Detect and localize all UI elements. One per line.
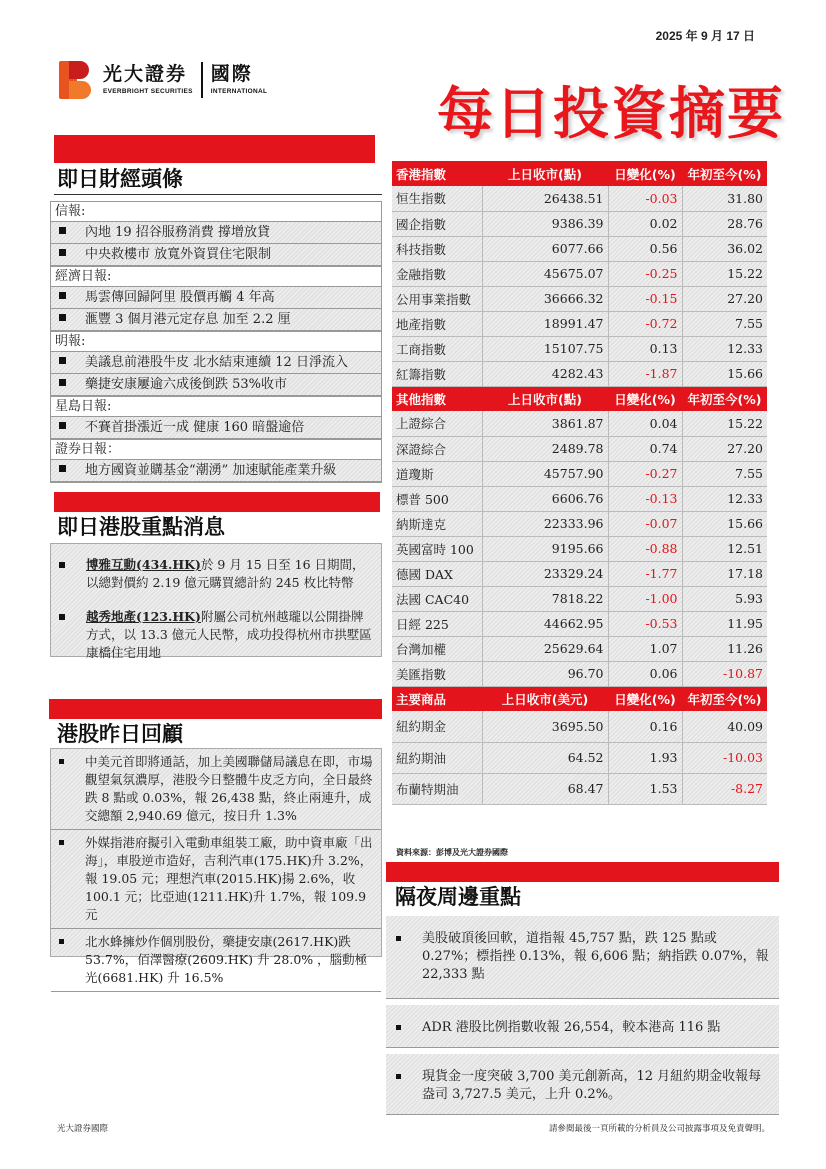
section-red-bar [49, 699, 382, 719]
bullet-square-icon [59, 465, 66, 472]
table-header-cell: 年初至今(%) [682, 161, 767, 186]
logo-intl-en: INTERNATIONAL [210, 88, 268, 95]
headline-item [51, 417, 381, 439]
table-cell: 0.74 [608, 436, 682, 461]
table-cell: -0.03 [608, 186, 682, 211]
company-logo [55, 57, 267, 103]
headline-item [51, 374, 381, 396]
table-cell: -10.03 [682, 742, 767, 773]
index-name: 國企指數 [392, 211, 482, 236]
table-row [392, 773, 767, 804]
headline-text: 內地 19 招谷服務消費 撐增放貸 [85, 225, 270, 240]
table-cell: -0.88 [608, 536, 682, 561]
overnight-item [386, 916, 779, 999]
table-cell: 7.55 [682, 461, 767, 486]
headline-source: 證券日報： [51, 439, 381, 460]
footer-company: 光大證券國際 [57, 1124, 109, 1134]
table-header-cell: 香港指數 [392, 161, 482, 186]
review-text: 外媒指港府擬引入電動車組裝工廠，助中資車廠「出海」，車股逆市造好，吉利汽車(175.HK)升 3.2%，報 19.05 元；理想汽車(2015.HK)揚 2.6%，收 100.1 元；比亞迪(1211.HK)升 1.7%，報 109.9 元 [85, 835, 373, 922]
bullet-square-icon [396, 1074, 401, 1079]
headline-text: 中央救樓市 放寬外資買住宅限制 [85, 247, 272, 262]
table-row [392, 286, 767, 311]
headline-text: 美議息前港股牛皮 北水結束連續 12 日淨流入 [85, 355, 348, 370]
index-name: 美匯指數 [392, 661, 482, 686]
hk-review-item [51, 929, 381, 992]
index-name: 日經 225 [392, 611, 482, 636]
hk-review-item [51, 830, 381, 929]
bullet-square-icon [59, 614, 65, 620]
index-name: 紐約期金 [392, 711, 482, 742]
review-text: 北水蜂擁炒作個別股份，藥捷安康(2617.HK)跌 53.7%，佰澤醫療(2609.HK) 升 28.0% ，腦動極光(6681.HK) 升 16.5% [85, 934, 368, 985]
overnight-text: 現貨金一度突破 3,700 美元創新高，12 月紐約期金收報每盎司 3,727.5 美元，上升 0.2%。 [422, 1069, 762, 1102]
bullet-square-icon [396, 936, 401, 941]
headline-item [51, 352, 381, 374]
table-cell: 23329.24 [482, 561, 608, 586]
logo-cn: 光大證券 [103, 64, 188, 85]
index-name: 德國 DAX [392, 561, 482, 586]
index-name: 台灣加權 [392, 636, 482, 661]
hk-review-item [51, 749, 381, 830]
table-cell: 15107.75 [482, 336, 608, 361]
table-cell: 6077.66 [482, 236, 608, 261]
table-cell: -0.15 [608, 286, 682, 311]
table-row [392, 261, 767, 286]
table-cell: 27.20 [682, 436, 767, 461]
logo-intl-cn: 國際 [210, 64, 253, 85]
table-header-cell: 日變化(%) [608, 386, 682, 411]
table-cell: 9386.39 [482, 211, 608, 236]
table-cell: 5.93 [682, 586, 767, 611]
headline-item [51, 244, 381, 266]
table-cell: 15.66 [682, 361, 767, 386]
report-date: 2025 年 9 月 17 日 [655, 29, 755, 43]
index-name: 道瓊斯 [392, 461, 482, 486]
headline-item [51, 460, 381, 482]
index-name: 布蘭特期油 [392, 773, 482, 804]
section-red-bar [54, 135, 375, 163]
table-header-row [392, 386, 767, 411]
table-cell: -1.77 [608, 561, 682, 586]
logo-en: EVERBRIGHT SECURITIES [103, 88, 193, 95]
table-cell: -0.07 [608, 511, 682, 536]
index-name: 法國 CAC40 [392, 586, 482, 611]
table-row [392, 742, 767, 773]
table-cell: 11.26 [682, 636, 767, 661]
table-row [392, 636, 767, 661]
table-cell: 3861.87 [482, 411, 608, 436]
table-cell: 31.80 [682, 186, 767, 211]
table-cell: 15.66 [682, 511, 767, 536]
bullet-square-icon [59, 939, 64, 944]
headlines-box [50, 201, 382, 483]
table-header-cell: 日變化(%) [608, 686, 682, 711]
table-header-cell: 主要商品 [392, 686, 482, 711]
footer-disclaimer: 請參閱最後一頁所載的分析員及公司披露事項及免責聲明。 [548, 1124, 770, 1134]
review-text: 中美元首即將通話，加上美國聯儲局議息在即，市場觀望氣氛濃厚，港股今日整體牛皮乏方向，全日最終跌 8 點或 0.03%，報 26,438 點，終止兩連升，成交總額 2,940.69 億元，按日升 1.3% [85, 754, 373, 823]
bullet-square-icon [59, 249, 66, 256]
headline-source: 信報: [51, 202, 381, 222]
table-header-cell: 年初至今(%) [682, 686, 767, 711]
table-cell: 18991.47 [482, 311, 608, 336]
bullet-square-icon [59, 562, 65, 568]
headline-item [51, 309, 381, 331]
headline-item [51, 287, 381, 309]
hk-focus-title: 即日港股重點消息 [57, 515, 225, 539]
table-cell: 25629.64 [482, 636, 608, 661]
table-cell: 0.16 [608, 711, 682, 742]
table-header-row [392, 686, 767, 711]
table-row [392, 711, 767, 742]
table-cell: 7.55 [682, 311, 767, 336]
bullet-square-icon [59, 379, 66, 386]
table-row [392, 236, 767, 261]
index-name: 公用事業指數 [392, 286, 482, 311]
bullet-square-icon [59, 292, 66, 299]
index-name: 紐約期油 [392, 742, 482, 773]
table-cell: 0.06 [608, 661, 682, 686]
table-row [392, 311, 767, 336]
headline-text: 不賽首掛漲近一成 健康 160 暗盤逾倍 [85, 420, 305, 435]
table-cell: 27.20 [682, 286, 767, 311]
index-name: 上證綜合 [392, 411, 482, 436]
index-name: 科技指數 [392, 236, 482, 261]
table-cell: -0.27 [608, 461, 682, 486]
overnight-item [386, 1005, 779, 1048]
table-row [392, 611, 767, 636]
table-cell: -0.72 [608, 311, 682, 336]
section-red-bar [386, 862, 779, 882]
bullet-square-icon [59, 357, 66, 364]
table-header-cell: 上日收市(點) [482, 386, 608, 411]
table-header-cell: 年初至今(%) [682, 386, 767, 411]
table-cell: 15.22 [682, 261, 767, 286]
headline-source: 經濟日報: [51, 266, 381, 287]
table-cell: -0.13 [608, 486, 682, 511]
table-row [392, 211, 767, 236]
table-cell: 0.04 [608, 411, 682, 436]
table-cell: 12.51 [682, 536, 767, 561]
table-cell: 12.33 [682, 336, 767, 361]
table-cell: 17.18 [682, 561, 767, 586]
table-cell: 6606.76 [482, 486, 608, 511]
table-cell: 36666.32 [482, 286, 608, 311]
table-cell: 44662.95 [482, 611, 608, 636]
table-cell: 15.22 [682, 411, 767, 436]
table-cell: -0.53 [608, 611, 682, 636]
headline-text: 地方國資並購基金“潮湧” 加速賦能產業升級 [85, 463, 337, 478]
table-cell: 1.07 [608, 636, 682, 661]
overnight-text: ADR 港股比例指數收報 26,554，較本港高 116 點 [422, 1020, 721, 1035]
table-cell: 45757.90 [482, 461, 608, 486]
bullet-square-icon [396, 1025, 401, 1030]
table-cell: -1.87 [608, 361, 682, 386]
stock-name: 越秀地產(123.HK) [86, 609, 201, 624]
table-row [392, 661, 767, 686]
overnight-box [386, 916, 779, 1121]
table-cell: -8.27 [682, 773, 767, 804]
hk-focus-item [51, 552, 381, 596]
index-name: 納斯達克 [392, 511, 482, 536]
hk-focus-box [50, 543, 382, 660]
overnight-item [386, 1054, 779, 1115]
table-cell: 96.70 [482, 661, 608, 686]
bullet-square-icon [59, 759, 64, 764]
index-name: 英國富時 100 [392, 536, 482, 561]
hk-focus-item [51, 604, 381, 666]
table-cell: 4282.43 [482, 361, 608, 386]
table-cell: 26438.51 [482, 186, 608, 211]
index-name: 紅籌指數 [392, 361, 482, 386]
table-cell: 7818.22 [482, 586, 608, 611]
overnight-text: 美股破頂後回軟，道指報 45,757 點，跌 125 點或 0.27%；標指挫 0.13%，報 6,606 點；納指跌 0.07%，報 22,333 點 [422, 931, 769, 982]
headline-text: 滙豐 3 個月港元定存息 加至 2.2 厘 [85, 312, 291, 327]
hk-review-box [50, 748, 382, 985]
index-name: 金融指數 [392, 261, 482, 286]
bullet-square-icon [59, 422, 66, 429]
table-row [392, 461, 767, 486]
table-cell: 68.47 [482, 773, 608, 804]
headline-item [51, 222, 381, 244]
headline-text: 藥捷安康屢逾六成後倒跌 53%收市 [85, 377, 288, 392]
table-header-row [392, 161, 767, 186]
table-row [392, 511, 767, 536]
index-name: 標普 500 [392, 486, 482, 511]
table-cell: 22333.96 [482, 511, 608, 536]
table-row [392, 186, 767, 211]
bullet-square-icon [59, 227, 66, 234]
table-row [392, 436, 767, 461]
table-header-cell: 上日收市(點) [482, 161, 608, 186]
table-row [392, 336, 767, 361]
index-name: 深證綜合 [392, 436, 482, 461]
table-cell: -0.25 [608, 261, 682, 286]
market-table [392, 161, 767, 805]
table-row [392, 536, 767, 561]
index-name: 恒生指數 [392, 186, 482, 211]
headline-text: 馬雲傳回歸阿里 股價再觸 4 年高 [85, 290, 275, 305]
table-header-cell: 其他指數 [392, 386, 482, 411]
table-cell: 40.09 [682, 711, 767, 742]
focus-text: 附屬公司杭州越瓏以公開掛牌方式，以 13.3 億元人民幣，成功投得杭州市拱墅區康橋住宅用地 [86, 609, 372, 660]
table-cell: 11.95 [682, 611, 767, 636]
table-cell: 0.56 [608, 236, 682, 261]
bullet-square-icon [59, 314, 66, 321]
table-cell: 0.02 [608, 211, 682, 236]
table-cell: 9195.66 [482, 536, 608, 561]
table-cell: 0.13 [608, 336, 682, 361]
index-name: 工商指數 [392, 336, 482, 361]
table-cell: 28.76 [682, 211, 767, 236]
headline-source: 星島日報: [51, 396, 381, 417]
table-cell: 12.33 [682, 486, 767, 511]
headline-source: 明報: [51, 331, 381, 352]
table-header-cell: 日變化(%) [608, 161, 682, 186]
table-cell: 2489.78 [482, 436, 608, 461]
table-cell: 64.52 [482, 742, 608, 773]
stock-name: 博雅互動(434.HK) [86, 557, 201, 572]
table-source-note: 資料來源：彭博及光大證券國際 [396, 848, 508, 857]
table-cell: 36.02 [682, 236, 767, 261]
headlines-title: 即日財經頭條 [54, 164, 382, 195]
hk-review-title: 港股昨日回顧 [57, 722, 183, 746]
logo-mark-icon [55, 57, 93, 103]
table-row [392, 486, 767, 511]
page-title: 每日投資摘要 [437, 82, 785, 147]
table-header-cell: 上日收市(美元) [482, 686, 608, 711]
table-row [392, 561, 767, 586]
index-name: 地產指數 [392, 311, 482, 336]
table-cell: -10.87 [682, 661, 767, 686]
table-row [392, 586, 767, 611]
table-row [392, 411, 767, 436]
focus-text: 於 9 月 15 日至 16 日期間，以總對價約 2.19 億元購買總計約 245 枚比特幣 [86, 557, 365, 590]
table-cell: 1.93 [608, 742, 682, 773]
table-cell: 3695.50 [482, 711, 608, 742]
bullet-square-icon [59, 840, 64, 845]
section-red-bar [54, 492, 380, 512]
overnight-title: 隔夜周邊重點 [395, 885, 521, 909]
table-cell: -1.00 [608, 586, 682, 611]
table-row [392, 361, 767, 386]
table-cell: 45675.07 [482, 261, 608, 286]
table-cell: 1.53 [608, 773, 682, 804]
